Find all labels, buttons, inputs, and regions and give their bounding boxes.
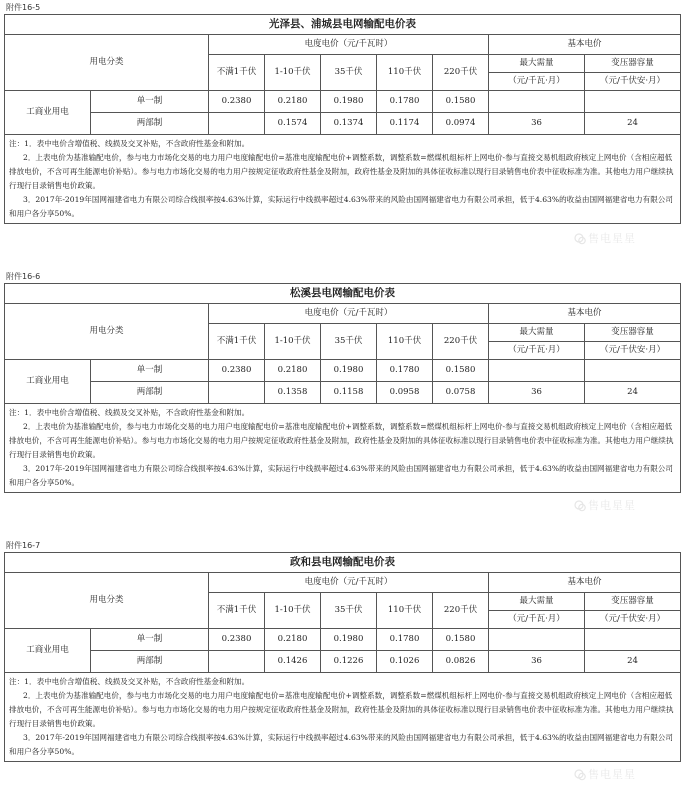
- user-type-cell: 工商业用电: [5, 629, 91, 673]
- energy-price-header: 电度电价（元/千瓦时）: [209, 35, 489, 55]
- notes-cell: [5, 404, 681, 493]
- empty-cell: [585, 360, 681, 382]
- price-cell: [209, 382, 265, 404]
- voltage-level-header: 110千伏: [377, 593, 433, 629]
- max-demand-header: 最大需量: [489, 55, 585, 73]
- voltage-level-header: 1-10千伏: [265, 324, 321, 360]
- single-system-label: 单一制: [91, 91, 209, 113]
- note-1: 注：1．表中电价含增值税、线损及交叉补贴，不含政府性基金和附加。: [9, 139, 250, 148]
- two-part-system-label: 两部制: [91, 113, 209, 135]
- two-part-system-label: 两部制: [91, 651, 209, 673]
- max-demand-header: 最大需量: [489, 593, 585, 611]
- table-title: 政和县电网输配电价表: [5, 553, 681, 573]
- two-part-system-label: 两部制: [91, 382, 209, 404]
- voltage-level-header: 110千伏: [377, 55, 433, 91]
- voltage-level-header: 不满1千伏: [209, 593, 265, 629]
- watermark-text: 售电星星: [588, 768, 636, 781]
- empty-cell: [489, 629, 585, 651]
- price-cell: 0.1226: [321, 651, 377, 673]
- voltage-level-header: 110千伏: [377, 324, 433, 360]
- empty-cell: [585, 91, 681, 113]
- note-1: 注：1．表中电价含增值税、线损及交叉补贴，不含政府性基金和附加。: [9, 677, 250, 686]
- price-cell: 0.1780: [377, 360, 433, 382]
- price-cell: 0.1026: [377, 651, 433, 673]
- basic-price-header: 基本电价: [489, 35, 681, 55]
- energy-price-header: 电度电价（元/千瓦时）: [209, 573, 489, 593]
- basic-price-header: 基本电价: [489, 304, 681, 324]
- transformer-header: 变压器容量: [585, 324, 681, 342]
- watermark: [574, 766, 636, 782]
- price-cell: 0.1980: [321, 629, 377, 651]
- max-demand-value: 36: [489, 113, 585, 135]
- note-3: 3．2017年-2019年国网福建省电力有限公司综合线损率按4.63%计算，实际运行中线损率超过4.63%带来的风险由国网福建省电力有限公司承担，低于4.63%的收益由国网福建省电力有限公司和用户各分享50%。: [9, 464, 673, 487]
- tariff-table: [4, 552, 681, 762]
- price-cell: 0.2380: [209, 629, 265, 651]
- empty-cell: [585, 629, 681, 651]
- voltage-level-header: 220千伏: [433, 324, 489, 360]
- voltage-level-header: 220千伏: [433, 55, 489, 91]
- tariff-section-1: [4, 2, 680, 224]
- watermark-text: 售电星星: [588, 499, 636, 512]
- tariff-table: [4, 14, 681, 224]
- price-cell: 0.0958: [377, 382, 433, 404]
- annex-label: 附件16-7: [6, 541, 41, 550]
- max-demand-unit: （元/千瓦·月）: [489, 342, 585, 360]
- price-cell: 0.1780: [377, 91, 433, 113]
- price-cell: 0.2180: [265, 360, 321, 382]
- tariff-section-2: [4, 271, 680, 493]
- note-3: 3．2017年-2019年国网福建省电力有限公司综合线损率按4.63%计算，实际运行中线损率超过4.63%带来的风险由国网福建省电力有限公司承担，低于4.63%的收益由国网福建省电力有限公司和用户各分享50%。: [9, 195, 673, 218]
- annex-label: 附件16-5: [6, 3, 41, 12]
- price-cell: 0.1174: [377, 113, 433, 135]
- note-2: 2．上表电价为基准输配电价，参与电力市场化交易的电力用户电度输配电价=基准电度输配电价+调整系数，调整系数=燃煤机组标杆上网电价-参与直接交易机组政府核定上网电价（含相应超低排放电价，不含可再生能源电价补贴）。参与电力市场化交易的电力用户按规定征收政府性基金及附加，政府性基金及附加的具体征收标准以现行目录销售电价表中征收标准为准。其他电力用户继续执行现行目录销售电价政策。: [9, 422, 674, 459]
- price-cell: 0.1580: [433, 91, 489, 113]
- price-cell: 0.2180: [265, 91, 321, 113]
- table-title: 松溪县电网输配电价表: [5, 284, 681, 304]
- note-2: 2．上表电价为基准输配电价，参与电力市场化交易的电力用户电度输配电价=基准电度输配电价+调整系数，调整系数=燃煤机组标杆上网电价-参与直接交易机组政府核定上网电价（含相应超低排放电价，不含可再生能源电价补贴）。参与电力市场化交易的电力用户按规定征收政府性基金及附加，政府性基金及附加的具体征收标准以现行目录销售电价表中征收标准为准。其他电力用户继续执行现行目录销售电价政策。: [9, 691, 674, 728]
- price-cell: 0.1158: [321, 382, 377, 404]
- table-title: 光泽县、浦城县电网输配电价表: [5, 15, 681, 35]
- price-cell: 0.0758: [433, 382, 489, 404]
- price-cell: 0.1358: [265, 382, 321, 404]
- tariff-table: [4, 283, 681, 493]
- tariff-section-3: [4, 540, 680, 762]
- price-cell: 0.1374: [321, 113, 377, 135]
- transformer-unit: （元/千伏安·月）: [585, 342, 681, 360]
- note-1: 注：1．表中电价含增值税、线损及交叉补贴，不含政府性基金和附加。: [9, 408, 250, 417]
- price-cell: 0.1980: [321, 360, 377, 382]
- watermark: [574, 230, 636, 246]
- price-cell: 0.2380: [209, 360, 265, 382]
- category-header: 用电分类: [5, 35, 209, 91]
- voltage-level-header: 35千伏: [321, 324, 377, 360]
- price-cell: 0.1980: [321, 91, 377, 113]
- price-cell: 0.1574: [265, 113, 321, 135]
- max-demand-unit: （元/千瓦·月）: [489, 73, 585, 91]
- wechat-icon: [574, 769, 586, 781]
- notes-cell: [5, 673, 681, 762]
- price-cell: [209, 113, 265, 135]
- transformer-header: 变压器容量: [585, 593, 681, 611]
- category-header: 用电分类: [5, 573, 209, 629]
- price-cell: 0.0974: [433, 113, 489, 135]
- basic-price-header: 基本电价: [489, 573, 681, 593]
- price-cell: 0.1426: [265, 651, 321, 673]
- empty-cell: [489, 360, 585, 382]
- voltage-level-header: 35千伏: [321, 593, 377, 629]
- transformer-unit: （元/千伏安·月）: [585, 73, 681, 91]
- price-cell: 0.2380: [209, 91, 265, 113]
- single-system-label: 单一制: [91, 360, 209, 382]
- voltage-level-header: 1-10千伏: [265, 55, 321, 91]
- note-2: 2．上表电价为基准输配电价，参与电力市场化交易的电力用户电度输配电价=基准电度输配电价+调整系数，调整系数=燃煤机组标杆上网电价-参与直接交易机组政府核定上网电价（含相应超低排放电价，不含可再生能源电价补贴）。参与电力市场化交易的电力用户按规定征收政府性基金及附加，政府性基金及附加的具体征收标准以现行目录销售电价表中征收标准为准。其他电力用户继续执行现行目录销售电价政策。: [9, 153, 674, 190]
- max-demand-header: 最大需量: [489, 324, 585, 342]
- voltage-level-header: 220千伏: [433, 593, 489, 629]
- voltage-level-header: 不满1千伏: [209, 55, 265, 91]
- voltage-level-header: 1-10千伏: [265, 593, 321, 629]
- empty-cell: [489, 91, 585, 113]
- annex-label: 附件16-6: [6, 272, 41, 281]
- transformer-value: 24: [585, 113, 681, 135]
- watermark-text: 售电星星: [588, 232, 636, 245]
- single-system-label: 单一制: [91, 629, 209, 651]
- voltage-level-header: 不满1千伏: [209, 324, 265, 360]
- price-cell: 0.0826: [433, 651, 489, 673]
- user-type-cell: 工商业用电: [5, 91, 91, 135]
- price-cell: [209, 651, 265, 673]
- watermark: [574, 497, 636, 513]
- transformer-header: 变压器容量: [585, 55, 681, 73]
- price-cell: 0.1580: [433, 629, 489, 651]
- voltage-level-header: 35千伏: [321, 55, 377, 91]
- user-type-cell: 工商业用电: [5, 360, 91, 404]
- wechat-icon: [574, 500, 586, 512]
- price-cell: 0.2180: [265, 629, 321, 651]
- transformer-value: 24: [585, 382, 681, 404]
- max-demand-value: 36: [489, 651, 585, 673]
- transformer-unit: （元/千伏安·月）: [585, 611, 681, 629]
- max-demand-value: 36: [489, 382, 585, 404]
- category-header: 用电分类: [5, 304, 209, 360]
- price-cell: 0.1580: [433, 360, 489, 382]
- max-demand-unit: （元/千瓦·月）: [489, 611, 585, 629]
- transformer-value: 24: [585, 651, 681, 673]
- notes-cell: [5, 135, 681, 224]
- note-3: 3．2017年-2019年国网福建省电力有限公司综合线损率按4.63%计算，实际运行中线损率超过4.63%带来的风险由国网福建省电力有限公司承担，低于4.63%的收益由国网福建省电力有限公司和用户各分享50%。: [9, 733, 673, 756]
- wechat-icon: [574, 233, 586, 245]
- price-cell: 0.1780: [377, 629, 433, 651]
- energy-price-header: 电度电价（元/千瓦时）: [209, 304, 489, 324]
